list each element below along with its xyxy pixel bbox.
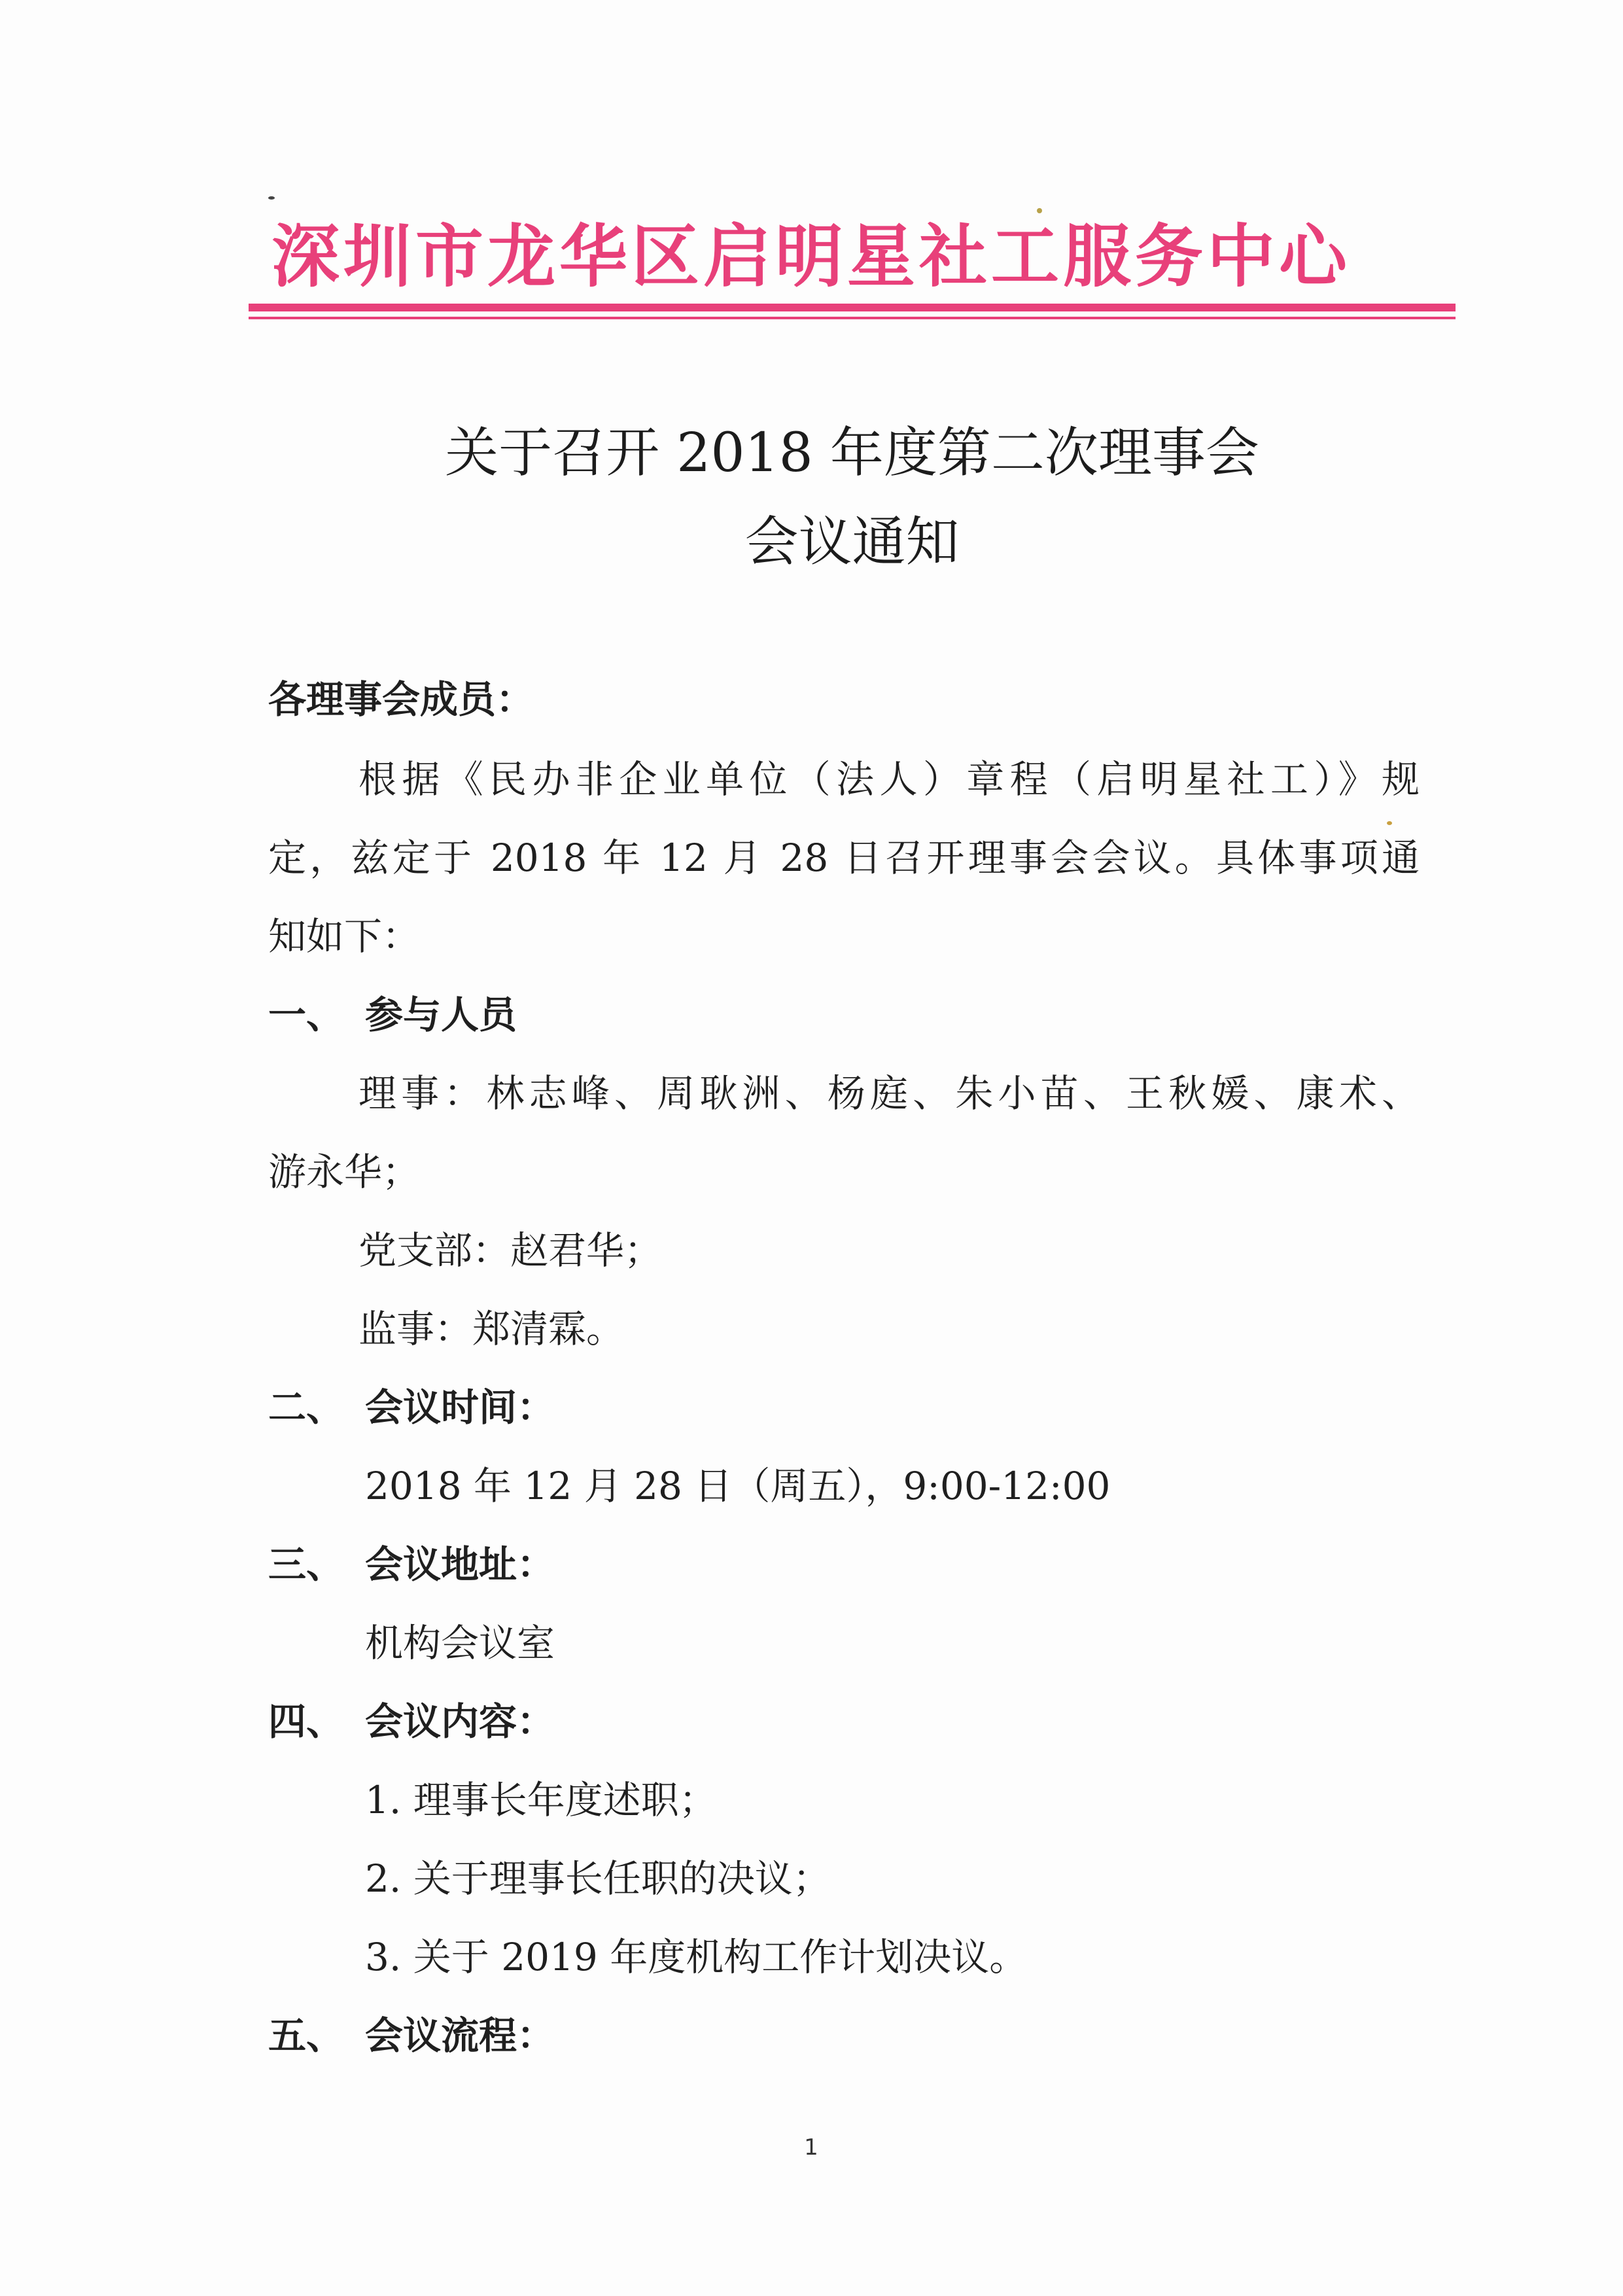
intro-line-2: 定，兹定于 2018 年 12 月 28 日召开理事会会议。具体事项通 bbox=[268, 836, 1420, 880]
page-number: 1 bbox=[804, 2134, 818, 2161]
section-3-heading: 会议地址： bbox=[365, 1542, 555, 1587]
scan-speck bbox=[1037, 208, 1042, 213]
salutation: 各理事会成员： bbox=[268, 677, 534, 722]
section-1-heading: 参与人员 bbox=[365, 993, 517, 1037]
header-rule-thin bbox=[249, 317, 1456, 319]
header-rule-thick bbox=[249, 304, 1456, 311]
meeting-time: 2018 年 12 月 28 日（周五），9:00-12:00 bbox=[365, 1464, 1111, 1508]
section-4-heading: 会议内容： bbox=[365, 1699, 555, 1744]
section-4-number: 四、 bbox=[268, 1699, 345, 1744]
document-title-line1: 关于召开 2018 年度第二次理事会 bbox=[445, 422, 1259, 484]
organization-name: 深圳市龙华区启明星社工服务中心 bbox=[271, 217, 1351, 296]
section-1-number: 一、 bbox=[268, 993, 345, 1037]
content-item-2: 2. 关于理事长任职的决议； bbox=[365, 1856, 831, 1901]
section-2-number: 二、 bbox=[268, 1385, 345, 1430]
content-item-1: 1. 理事长年度述职； bbox=[365, 1778, 717, 1822]
supervisor: 监事：郑清霖。 bbox=[358, 1307, 625, 1351]
scan-speck bbox=[268, 196, 275, 200]
intro-line-3: 知如下： bbox=[268, 914, 421, 959]
meeting-location: 机构会议室 bbox=[365, 1621, 555, 1665]
directors-line-2: 游永华； bbox=[268, 1150, 421, 1194]
section-5-heading: 会议流程： bbox=[365, 2013, 555, 2058]
section-3-number: 三、 bbox=[268, 1542, 345, 1587]
document-title-line2: 会议通知 bbox=[744, 511, 960, 573]
section-5-number: 五、 bbox=[268, 2013, 345, 2058]
section-2-heading: 会议时间： bbox=[365, 1385, 555, 1430]
intro-line-1: 根据《民办非企业单位（法人）章程（启明星社工）》规 bbox=[358, 757, 1420, 802]
directors-line-1: 理事：林志峰、周耿洲、杨庭、朱小苗、王秋媛、康术、 bbox=[358, 1071, 1420, 1116]
party-branch: 党支部：赵君华； bbox=[358, 1228, 663, 1273]
scan-speck bbox=[1387, 821, 1392, 825]
content-item-3: 3. 关于 2019 年度机构工作计划决议。 bbox=[365, 1935, 1028, 1979]
